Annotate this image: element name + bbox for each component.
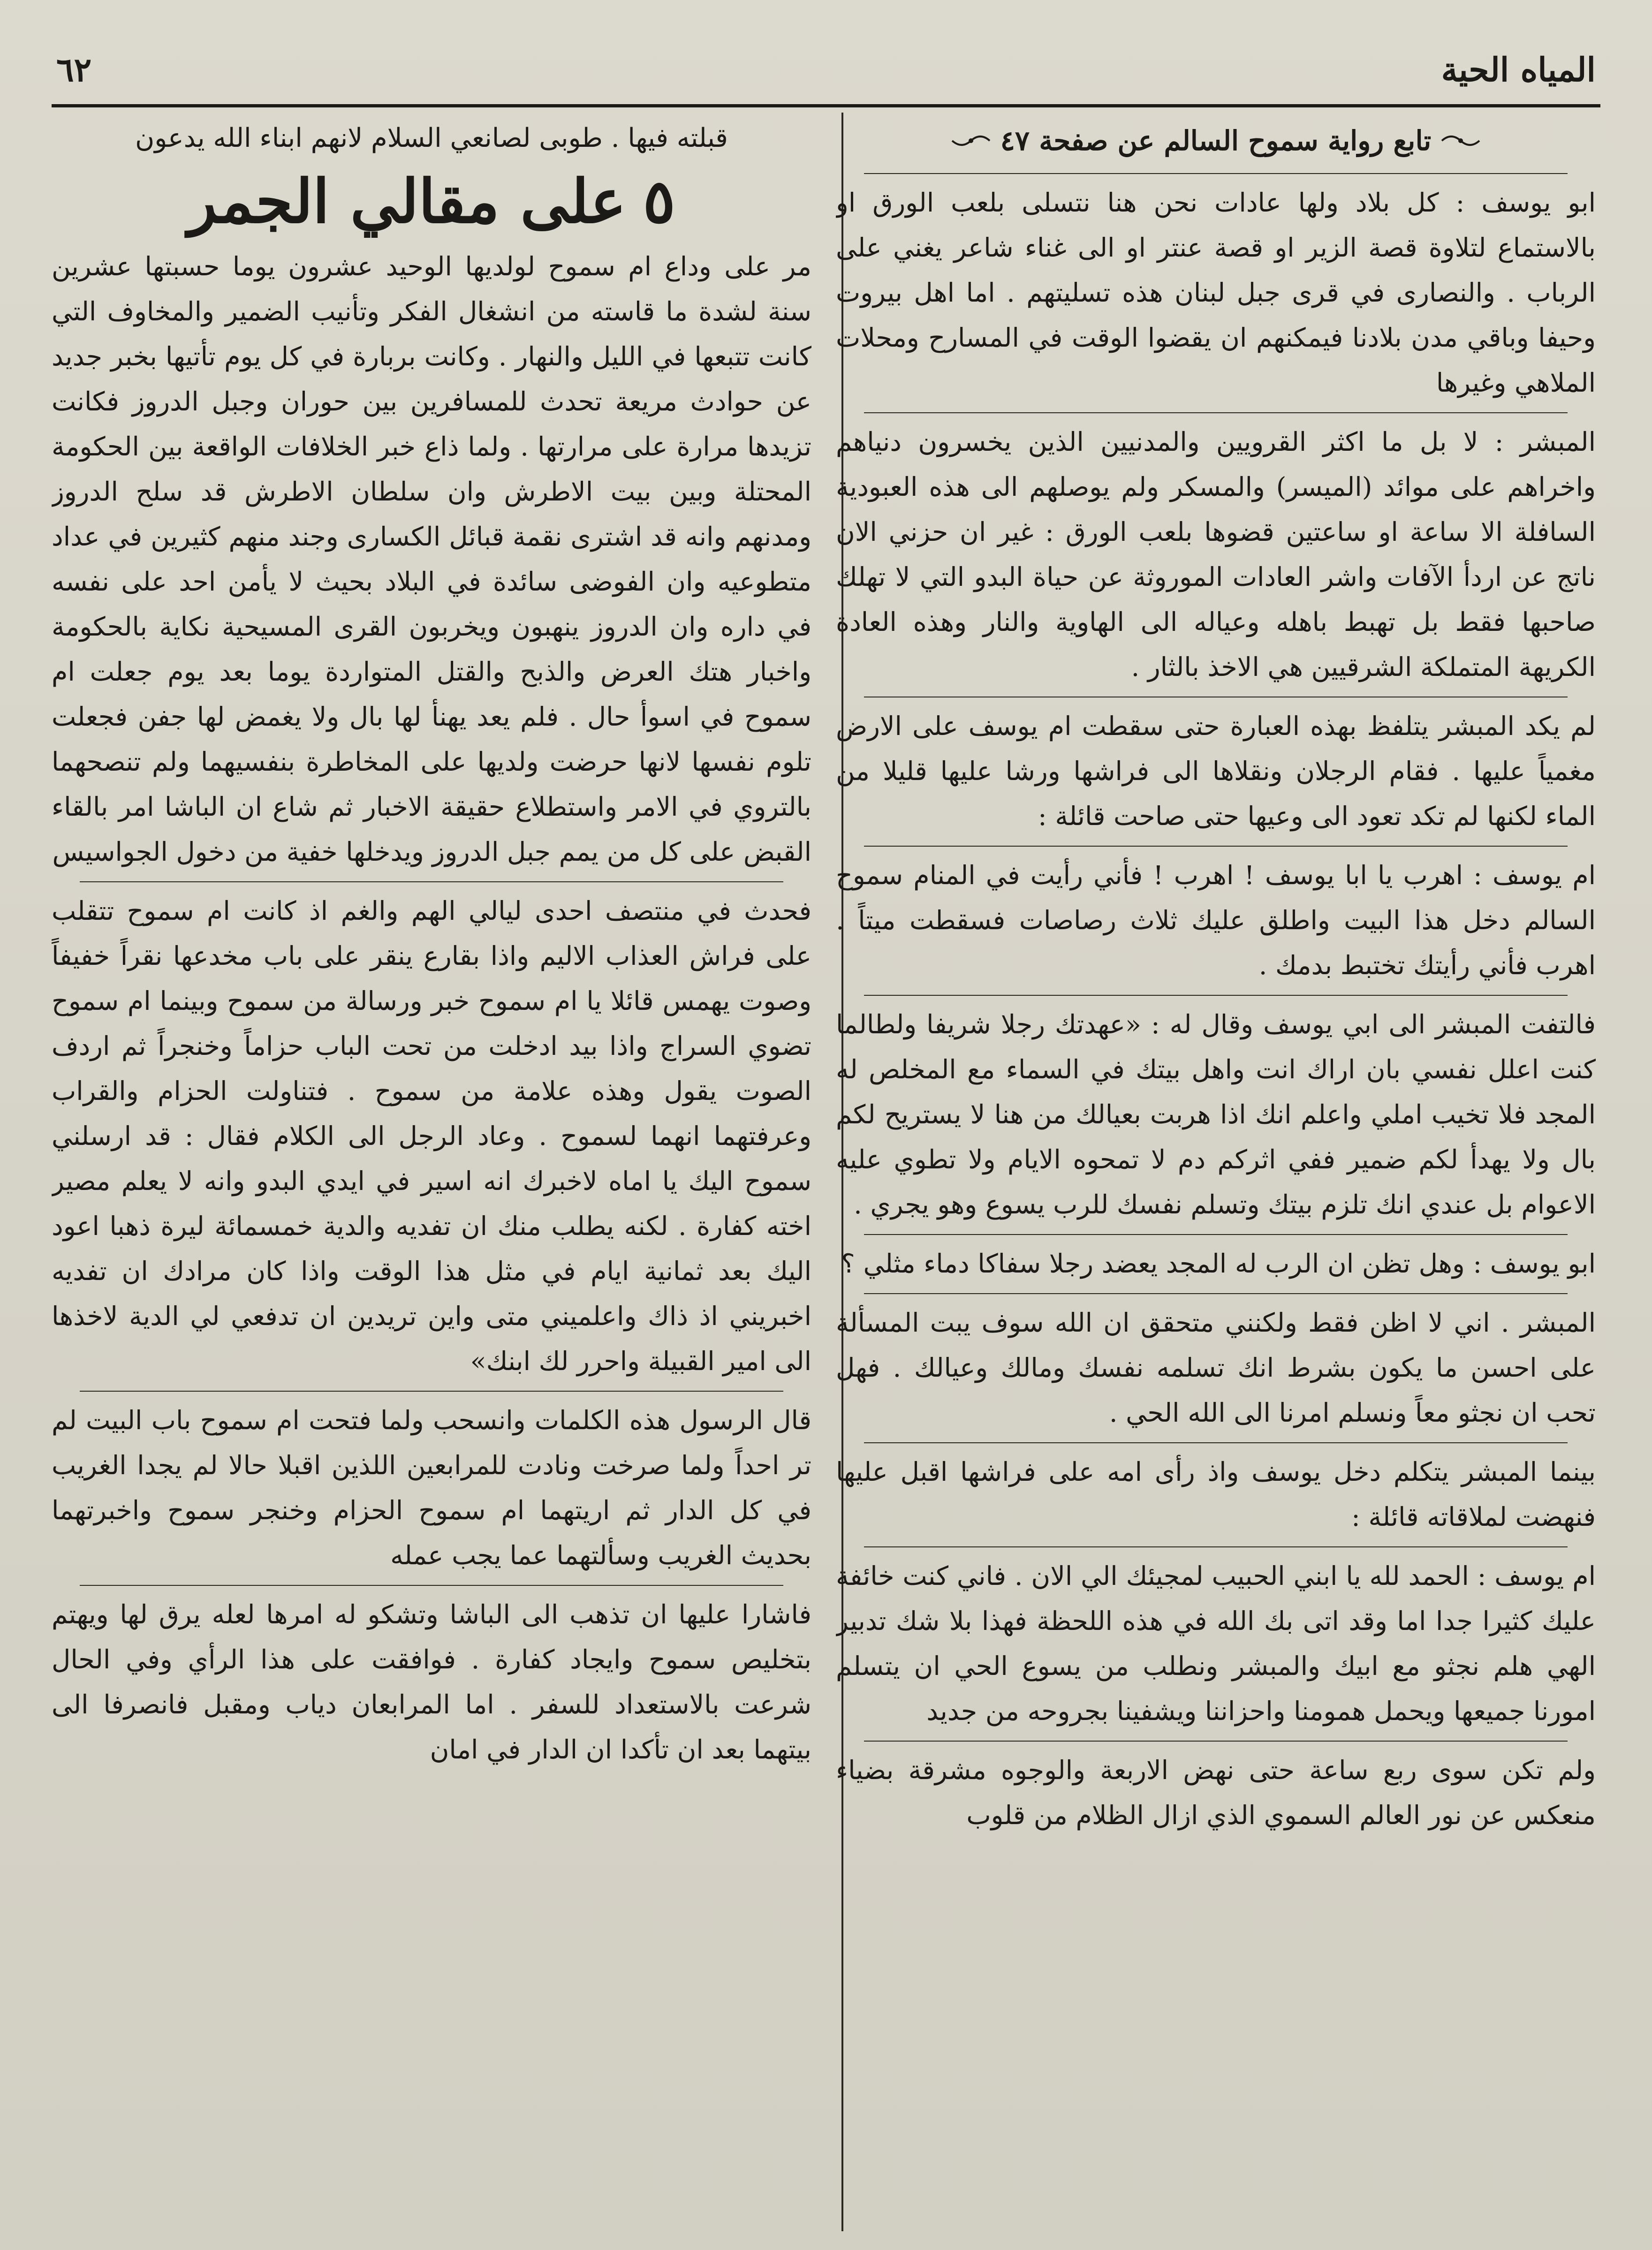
paragraph-rule	[864, 995, 1568, 996]
heading-rule	[864, 173, 1568, 174]
paragraph: ام يوسف : اهرب يا ابا يوسف ! اهرب ! فأني رأيت في المنام سموح السالم دخل هذا البيت واطلق عليك ثلاث رصاصات فسقطت ميتاً . اهرب فأني رأيتك تختبط بدمك .	[836, 860, 1596, 981]
ornament-icon	[1440, 131, 1482, 150]
previous-chapter-ending: قبلته فيها . طوبى لصانعي السلام لانهم ابناء الله يدعون	[135, 123, 728, 153]
paragraph-rule	[864, 412, 1568, 413]
continuation-heading	[836, 115, 1596, 167]
paragraph: فاشارا عليها ان تذهب الى الباشا وتشكو له امرها لعله يرق لها ويهتم بتخليص سموح وايجاد كفارة . فوافقت على هذا الرأي وفي الحال شرعت بالاستعداد للسفر . اما المرابعان دياب ومقبل فانصرفا الى بيتهما بعد ان تأكدا ان الدار في امان	[52, 1599, 811, 1765]
header-rule	[52, 104, 1600, 107]
paragraph-rule	[80, 881, 783, 882]
paragraph: ام يوسف : الحمد لله يا ابني الحبيب لمجيئك الي الان . فاني كنت خائفة عليك كثيرا جدا اما وقد اتى بك الله في هذه اللحظة فهذا بلا شك تدبير الهي هلم نجثو مع ابيك والمبشر ونطلب من يسوع الحي ان يتسلم امورنا جميعها ويحمل همومنا واحزاننا ويشفينا بجروحه من جديد	[836, 1561, 1596, 1727]
left-column	[52, 115, 811, 2231]
right-column	[836, 115, 1596, 2231]
paragraph: بينما المبشر يتكلم دخل يوسف واذ رأى امه على فراشها اقبل عليها فنهضت لملاقاته قائلة :	[836, 1457, 1596, 1532]
paragraph: المبشر . اني لا اظن فقط ولكنني متحقق ان الله سوف يبت المسألة على احسن ما يكون بشرط انك تسلمه نفسك ومالك وعيالك . فهل تحب ان نجثو معاً ونسلم امرنا الى الله الحي .	[836, 1308, 1596, 1428]
paragraph-rule	[864, 1293, 1568, 1294]
paragraph-rule	[864, 846, 1568, 847]
paragraph: المبشر : لا بل ما اكثر القرويين والمدنيين الذين يخسرون دنياهم واخراهم على موائد (الميسر) والمسكر ولم يوصلهم الى هذه العبودية السافلة الا ساعة او ساعتين قضوها بلعب الورق : غير ان حزني الان ناتج عن اردأ الآفات واشر العادات الموروثة عن حياة البدو التي لا تهلك صاحبها فقط بل تهبط باهله وعياله الى الهاوية والنار وهذه العادة الكريهة المتملكة الشرقيين هي الاخذ بالثار .	[836, 427, 1596, 682]
paragraph: لم يكد المبشر يتلفظ بهذه العبارة حتى سقطت ام يوسف على الارض مغمياً عليها . فقام الرجلان ونقلاها الى فراشها ورشا عليها قليلا من الماء لكنها لم تكد تعود الى وعيها حتى صاحت قائلة :	[836, 711, 1596, 832]
paragraph: ابو يوسف : كل بلاد ولها عادات نحن هنا نتسلى بلعب الورق او بالاستماع لتلاوة قصة الزير او قصة عنتر او الى غناء شاعر يغني على الرباب . والنصارى في قرى جبل لبنان هذه تسليتهم . اما اهل بيروت وحيفا وباقي مدن بلادنا فيمكنهم ان يقضوا الوقت في المسارح ومحلات الملاهي وغيرها	[836, 188, 1596, 398]
paragraph-rule	[864, 1741, 1568, 1742]
paragraph: مر على وداع ام سموح لولديها الوحيد عشرون يوما حسبتها عشرين سنة لشدة ما قاسته من انشغال الفكر وتأنيب الضمير والمخاوف التي كانت تتبعها في الليل والنهار . وكانت بربارة في كل يوم تأتيها بخبر جديد عن حوادث مريعة تحدث للمسافرين بين حوران وجبل الدروز فكانت تزيدها مرارة على مرارتها . ولما ذاع خبر الخلافات الواقعة بين الحكومة المحتلة وبين بيت الاطرش وان سلطان الاطرش قد سلح الدروز ومدنهم وانه قد اشترى نقمة قبائل الكسارى وجند منهم كثيرين في عداد متطوعيه وان الفوضى سائدة في البلاد بحيث لا يأمن احد على نفسه في داره وان الدروز ينهبون ويخربون القرى المسيحية نكاية بالحكومة واخبار هتك العرض والذبح والقتل المتواردة يوما بعد يوم جعلت ام سموح في اسوأ حال . فلم يعد يهنأ لها بال ولا يغمض لها جفن فجعلت تلوم نفسها لانها حرضت ولديها على المخاطرة بنفسيهما ولم تنصحهما بالتروي في الامر واستطلاع حقيقة الاخبار ثم شاع ان الباشا امر بالقاء القبض على كل من يمم جبل الدروز ويدخلها خفية من دخول الجواسيس	[52, 251, 811, 867]
paragraph: فحدث في منتصف احدى ليالي الهم والغم اذ كانت ام سموح تتقلب على فراش العذاب الاليم واذا بقارع ينقر على باب مخدعها نقراً خفيفاً وصوت يهمس قائلا يا ام سموح خبر ورسالة من سموح وبينما ام سموح تضوي السراج واذا بيد ادخلت من تحت الباب حزاماً وخنجراً ثم اردف الصوت يقول وهذه علامة من سموح . فتناولت الحزام والقراب وعرفتهما انهما لسموح . وعاد الرجل الى الكلام فقال : قد ارسلني سموح اليك يا اماه لاخبرك انه اسير في ايدي البدو وانه لا يعلم مصير اخته كفارة . لكنه يطلب منك ان تفديه والدية خمسمائة ليرة ذهبا اعود اليك بعد ثمانية ايام في مثل هذا الوقت واذا كان مرادك ان تفديه اخبريني اذ ذاك واعلميني متى واين تريدين ان تدفعي لي الدية لاخذها الى امير القبيلة واحرر لك ابنك»	[52, 896, 811, 1377]
paragraph-rule	[80, 1585, 783, 1586]
running-head	[56, 41, 1596, 98]
paragraph-rule	[864, 1234, 1568, 1235]
paragraph: ابو يوسف : وهل تظن ان الرب له المجد يعضد رجلا سفاكا دماء مثلي ؟	[841, 1249, 1596, 1279]
paragraph-rule	[80, 1391, 783, 1392]
paragraph-rule	[864, 1546, 1568, 1547]
chapter-heading	[52, 162, 811, 242]
journal-title: المياه الحية	[1441, 50, 1596, 89]
ornament-icon	[950, 131, 992, 150]
paragraph: قال الرسول هذه الكلمات وانسحب ولما فتحت ام سموح باب البيت لم تر احداً ولما صرخت ونادت للمرابعين اللذين اقبلا حالا لم يجدا الغريب في كل الدار ثم اريتهما ام سموح الحزام وخنجر سموح واخبرتهما بحديث الغريب وسألتهما عما يجب عمله	[52, 1405, 811, 1571]
chapter-number: ٥	[643, 167, 675, 237]
paragraph: ولم تكن سوى ربع ساعة حتى نهض الاربعة والوجوه مشرقة بضياء منعكس عن نور العالم السموي الذي ازال الظلام من قلوب	[836, 1755, 1596, 1831]
chapter-title: على مقالي الجمر	[188, 167, 626, 237]
continuation-text: تابع رواية سموح السالم عن صفحة ٤٧	[1000, 125, 1432, 157]
paragraph-rule	[864, 1442, 1568, 1443]
paragraph: فالتفت المبشر الى ابي يوسف وقال له : «عهدتك رجلا شريفا ولطالما كنت اعلل نفسي بان اراك انت واهل بيتك في السماء مع المخلص له المجد فلا تخيب املي واعلم انك اذا هربت بعيالك من هنا لا يستريح لكم بال ولا يهدأ لكم ضمير ففي اثركم دم لا تمحوه الايام ولا تطوي عليه الاعوام بل عندي انك تلزم بيتك وتسلم نفسك للرب يسوع وهو يجري .	[836, 1009, 1596, 1220]
page-number: ٦٢	[56, 50, 92, 89]
